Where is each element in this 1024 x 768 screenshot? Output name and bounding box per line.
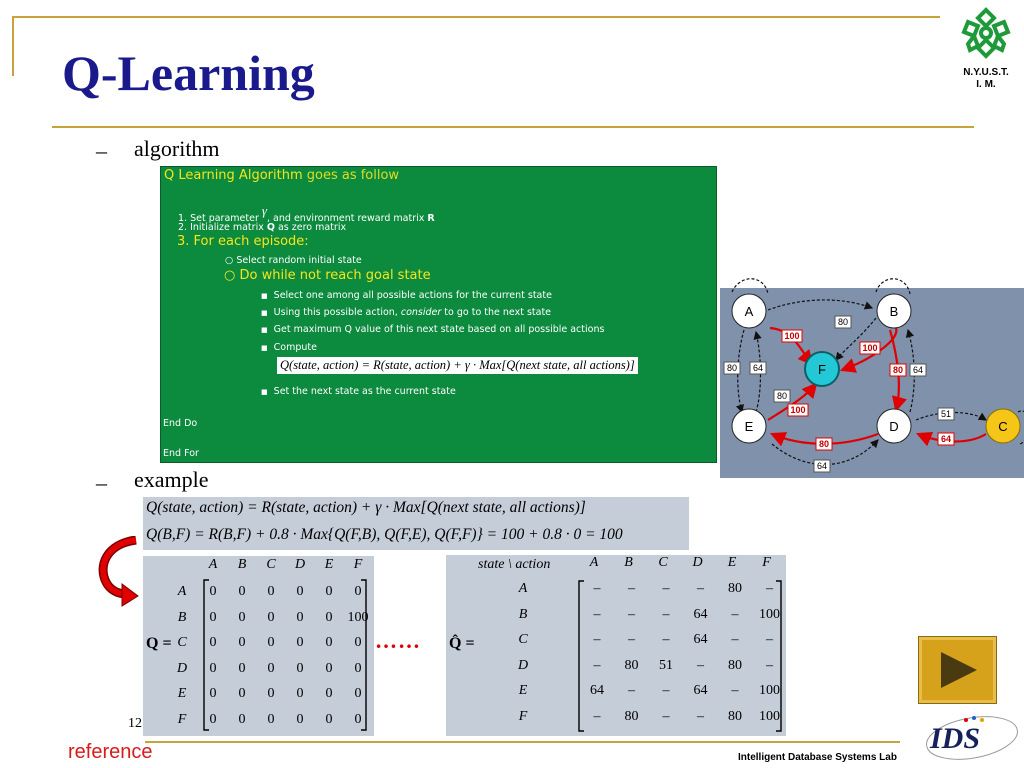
matrix-cell: 0 [267, 584, 275, 599]
matrix-row-header: E [177, 686, 187, 701]
matrix-col-header: D [692, 555, 703, 570]
reference-link[interactable]: reference [68, 741, 153, 763]
bullet-example: example [134, 467, 209, 492]
qhat-matrix [446, 555, 786, 736]
algorithm-header-name: Q Learning Algorithm [164, 168, 303, 183]
matrix-row-header: D [517, 657, 529, 673]
algorithm-header [164, 168, 399, 183]
node-c-label: C [998, 419, 1008, 434]
end-for-text: End For [163, 448, 199, 459]
matrix-cell: 0 [209, 686, 217, 701]
node-d-label: D [889, 419, 899, 434]
matrix-cell: 80 [728, 708, 742, 724]
matrix-row-header: A [518, 581, 528, 596]
example-formula-general: Q(state, action) = R(state, action) + γ · Max[Q(next state, all actions)] [146, 499, 586, 516]
matrix-cell: 80 [624, 657, 639, 673]
matrix-cell: 51 [659, 657, 673, 673]
matrix-cell: 0 [238, 686, 246, 701]
example-formula-bf: Q(B,F) = R(B,F) + 0.8 · Max{Q(F,B), Q(F,E), Q(F,F)} = 100 + 0.8 · 0 = 100 [146, 526, 623, 543]
footer-rule [145, 741, 900, 743]
matrix-cell: – [766, 657, 773, 673]
edge-label: 51 [940, 409, 952, 419]
matrix-cell: – [628, 606, 635, 622]
matrix-row-header: C [177, 635, 187, 650]
step-2-text-b: as zero matrix [274, 222, 347, 233]
frame-top-line [12, 16, 940, 18]
matrix-cell: 0 [209, 635, 217, 650]
matrix-cell: – [593, 657, 601, 673]
matrix-cell: 0 [325, 584, 333, 599]
matrix-cell: 64 [693, 606, 708, 622]
matrix-cell: 0 [325, 609, 333, 625]
square-bullet-icon: ■ [261, 292, 268, 300]
matrix-cell: – [662, 708, 670, 724]
qhat-label-text: Q̂ = [449, 635, 475, 652]
edge-label: 80 [892, 365, 904, 375]
q-matrix [143, 556, 374, 736]
matrix-cell: 0 [296, 584, 304, 599]
step-3: 3. For each episode: [177, 234, 309, 249]
matrix-cell: – [628, 632, 635, 647]
sub-step-1 [225, 255, 362, 266]
self-loop-a [732, 279, 768, 294]
action-item-text: Set the next state as the current state [273, 386, 456, 397]
sub-step-2 [224, 268, 431, 283]
matrix-cell: 0 [238, 609, 246, 625]
example-formula-box [143, 497, 689, 550]
node-a-label: A [744, 304, 754, 319]
matrix-cell: – [662, 683, 670, 698]
matrix-cell: – [766, 581, 773, 596]
open-circle-icon: ○ [224, 268, 236, 283]
action-item-text: Select one among all possible actions for the current state [273, 290, 552, 301]
matrix-cell: 0 [354, 584, 362, 599]
step-1-text-b: , and environment reward matrix [267, 213, 428, 224]
matrix-col-header: B [624, 555, 633, 570]
curved-arrow-icon [96, 536, 148, 608]
node-b-label: B [889, 304, 899, 319]
sub-step-1-text: Select random initial state [236, 255, 362, 266]
edge-label: 80 [837, 317, 849, 327]
bullet-dash: – [96, 138, 107, 163]
matrix-cell: – [593, 606, 601, 622]
self-loop-b [876, 279, 910, 294]
matrix-cell: 80 [624, 708, 639, 724]
matrix-cell: – [731, 606, 739, 622]
square-bullet-icon: ■ [261, 309, 268, 317]
node-e-label: E [744, 419, 754, 434]
matrix-row-header: B [177, 609, 187, 625]
matrix-cell: 80 [728, 657, 742, 673]
open-circle-icon: ○ [225, 255, 234, 266]
matrix-col-header: F [353, 557, 363, 572]
sub-step-2-text: Do while not reach goal state [239, 268, 431, 283]
step-1-text: 1. Set parameter [178, 213, 262, 224]
state-action-header: state \ action [478, 557, 551, 572]
matrix-cell: 0 [267, 660, 275, 676]
dots-separator: …… [375, 628, 421, 653]
play-icon [919, 637, 996, 703]
state-graph-diagram [720, 288, 1024, 478]
matrix-cell: – [662, 581, 670, 596]
matrix-row-header: C [518, 632, 528, 647]
matrix-cell: – [593, 708, 601, 724]
next-slide-button[interactable] [918, 636, 997, 704]
nyust-logo [950, 4, 1022, 90]
bullet-dash: – [96, 470, 107, 495]
matrix-col-header: A [589, 555, 599, 570]
edge-label: 100 [790, 405, 806, 415]
matrix-row-header: F [177, 711, 187, 727]
gamma-symbol: γ [261, 203, 268, 218]
matrix-col-header: D [294, 557, 306, 572]
matrix-cell: 0 [296, 686, 304, 701]
qhat-matrix-label [449, 635, 475, 653]
matrix-cell: 0 [267, 635, 275, 650]
edge-label: 64 [912, 365, 924, 375]
matrix-cell: 0 [296, 635, 304, 650]
action-item [261, 386, 456, 397]
matrix-cell: 0 [354, 686, 362, 701]
matrix-cell: 0 [238, 584, 246, 599]
action-item [261, 307, 551, 318]
edge-label: 100 [862, 343, 878, 353]
q-matrix-brackets [203, 578, 373, 732]
edge-label: 80 [726, 363, 738, 373]
matrix-row-header: B [518, 606, 528, 622]
ids-logo-text: IDS [930, 722, 981, 755]
edge-label: 64 [940, 434, 952, 444]
matrix-cell: 0 [325, 711, 333, 727]
matrix-cell: 0 [238, 660, 246, 676]
matrix-cell: 0 [354, 660, 362, 676]
matrix-cell: – [662, 632, 670, 647]
square-bullet-icon: ■ [261, 344, 268, 352]
bullet-algorithm: algorithm [134, 136, 220, 161]
matrix-cell: – [593, 632, 601, 647]
page-number: 12 [128, 716, 142, 731]
matrix-cell: 0 [267, 711, 275, 727]
matrix-col-header: C [658, 555, 668, 570]
matrix-row-header: F [518, 708, 528, 724]
action-item-text-rest: to go to the next state [441, 307, 552, 318]
action-item-text: Get maximum Q value of this next state based on all possible actions [273, 324, 605, 335]
q-update-formula: Q(state, action) = R(state, action) + γ · Max[Q(next state, all actions)] [277, 357, 638, 374]
state-graph [720, 288, 1024, 478]
matrix-cell: 64 [693, 632, 708, 647]
matrix-cell: – [628, 581, 635, 596]
edge-a-b [768, 300, 872, 310]
matrix-cell: 0 [296, 660, 304, 676]
matrix-cell: – [697, 657, 704, 673]
matrix-cell: 64 [693, 683, 708, 698]
matrix-cell: 80 [728, 581, 742, 596]
matrix-col-header: F [762, 555, 771, 570]
title-rule [52, 126, 974, 128]
matrix-cell: 0 [354, 711, 362, 727]
matrix-cell: – [766, 632, 773, 647]
action-item-text: Compute [273, 342, 317, 353]
matrix-cell: 0 [267, 609, 275, 625]
matrix-q-symbol: Q [266, 222, 275, 233]
matrix-cell: 0 [209, 660, 217, 676]
algorithm-header-rest: goes as follow [302, 168, 400, 183]
matrix-cell: – [697, 708, 704, 724]
edge-label: 100 [784, 331, 800, 341]
matrix-r-symbol: R [427, 213, 435, 224]
matrix-col-header: E [324, 557, 334, 572]
matrix-cell: – [662, 606, 670, 622]
edge-label: 64 [752, 363, 764, 373]
matrix-cell: 64 [590, 683, 604, 698]
lab-name: Intelligent Database Systems Lab [738, 752, 897, 763]
ids-lab-logo [922, 712, 1022, 766]
node-f-label: F [818, 362, 826, 377]
matrix-cell: 0 [296, 609, 304, 625]
square-bullet-icon: ■ [261, 326, 268, 334]
q-matrix-label [146, 635, 172, 653]
matrix-col-header: A [208, 557, 218, 572]
matrix-cell: 0 [296, 711, 304, 727]
algorithm-box [160, 166, 717, 463]
slide-title: Q-Learning [62, 45, 315, 101]
matrix-cell: 100 [759, 683, 780, 698]
matrix-cell: – [731, 683, 739, 698]
matrix-cell: 0 [267, 686, 275, 701]
matrix-cell: – [628, 683, 635, 698]
step-2-text: 2. Initialize matrix [178, 222, 267, 233]
matrix-cell: 100 [759, 708, 780, 724]
matrix-row-header: D [176, 660, 188, 676]
logo-line1: N.Y.U.S.T. [963, 67, 1009, 78]
matrix-row-header: E [518, 683, 528, 698]
matrix-cell: – [593, 581, 601, 596]
end-do-text: End Do [163, 418, 198, 429]
matrix-cell: – [697, 581, 704, 596]
matrix-cell: 100 [759, 606, 780, 622]
matrix-cell: 0 [354, 635, 362, 650]
action-item-italic: consider [400, 307, 442, 318]
matrix-cell: 0 [238, 711, 246, 727]
matrix-col-header: B [237, 557, 247, 572]
step-2 [178, 222, 346, 233]
action-item [261, 342, 317, 353]
matrix-cell: 0 [325, 635, 333, 650]
matrix-cell: 0 [325, 660, 333, 676]
matrix-col-header: E [727, 555, 737, 570]
matrix-cell: 0 [238, 635, 246, 650]
edge-label: 80 [818, 439, 830, 449]
matrix-col-header: C [266, 557, 276, 572]
action-item [261, 290, 552, 301]
matrix-cell: 0 [325, 686, 333, 701]
square-bullet-icon: ■ [261, 388, 268, 396]
matrix-cell: 0 [209, 609, 217, 625]
nyust-emblem-icon [956, 4, 1016, 62]
matrix-cell: 0 [209, 584, 217, 599]
q-label-text: Q = [146, 635, 172, 652]
matrix-cell: 0 [209, 711, 217, 727]
frame-left-line [12, 16, 14, 76]
edge-label: 64 [816, 461, 828, 471]
edge-label: 80 [776, 391, 788, 401]
matrix-cell: – [731, 632, 739, 647]
action-item [261, 324, 604, 335]
matrix-cell: 100 [347, 609, 369, 625]
action-item-text: Using this possible action, [273, 307, 401, 318]
matrix-row-header: A [177, 584, 187, 599]
logo-line2: I. M. [976, 79, 996, 90]
